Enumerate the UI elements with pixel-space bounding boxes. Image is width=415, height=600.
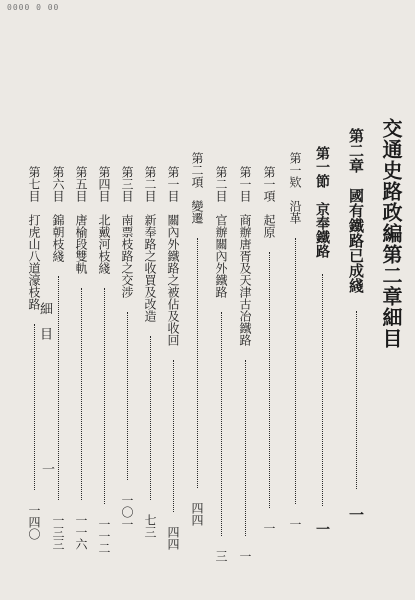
leader-dots [245, 360, 246, 536]
toc-entry-label: 第七目 打虎山八道濠枝路 [27, 166, 41, 310]
toc-entry-label: 第二目 新奉路之收買及改造 [143, 166, 157, 322]
toc-entry-page: 一 [288, 518, 302, 530]
toc-entry-section[interactable] [315, 146, 329, 536]
toc-entry-subitem[interactable] [98, 166, 110, 554]
leader-dots [58, 276, 59, 500]
toc-entry-label: 第一目 關內外鐵路之被佔及收回 [166, 166, 180, 346]
toc-entry-subitem[interactable] [75, 166, 87, 550]
leader-dots [173, 360, 174, 512]
toc-entry-item[interactable] [191, 152, 203, 526]
leader-dots [127, 312, 128, 480]
leader-dots [295, 238, 296, 504]
leader-dots [269, 252, 270, 508]
toc-entry-item[interactable] [263, 166, 275, 534]
toc-entry-label: 第一項 起原 [262, 166, 276, 238]
toc-entry-label: 第二項 變遷 [190, 152, 204, 224]
running-footer-label: 細目 [37, 302, 52, 352]
leader-dots [81, 288, 82, 500]
toc-entry-label: 第四目 北戴河枝綫 [97, 166, 111, 274]
toc-entry-label: 第一目 商辦唐胥及天津古冶鐵路 [238, 166, 252, 346]
toc-entry-subitem[interactable] [144, 166, 156, 538]
toc-entry-page: 一 [238, 550, 252, 562]
toc-entry-subitem[interactable] [52, 166, 64, 550]
toc-entry-label: 第三目 南票枝路之交涉 [120, 166, 134, 298]
leader-dots [356, 311, 357, 489]
toc-entry-page: 三 [214, 550, 228, 562]
toc-entry-subitem[interactable] [167, 166, 179, 550]
toc-entry-page: 七三 [143, 514, 157, 538]
leader-dots [34, 324, 35, 490]
leader-dots [322, 274, 323, 506]
toc-entry-page: 一一六 [74, 514, 88, 550]
toc-entry-page: 一 [347, 507, 365, 522]
toc-entry-chapter[interactable] [348, 128, 363, 522]
toc-entry-page: 一一二 [97, 518, 111, 554]
toc-entry-label: 第五目 唐榆段雙軌 [74, 166, 88, 274]
toc-entry-subitem[interactable] [121, 166, 133, 530]
toc-entry-label: 第二章 國有鐵路已成綫 [347, 128, 365, 293]
toc-entry-article[interactable] [289, 152, 301, 530]
toc-entry-page: 一 [314, 522, 330, 536]
toc-entry-subitem[interactable] [239, 166, 251, 562]
leader-dots [221, 312, 222, 536]
toc-entry-page: 一 [262, 522, 276, 534]
toc-entry-page: 一三三 [51, 514, 65, 550]
toc-entry-page: 一〇一 [120, 494, 134, 530]
page-title: 交通史路政編第二章細目 [379, 118, 403, 349]
leader-dots [104, 288, 105, 504]
running-footer-page: 一 [39, 462, 54, 475]
page-id-mark: 0000 0 00 [7, 3, 60, 12]
toc-entry-page: 一四〇 [27, 504, 41, 540]
toc-entry-subitem[interactable] [215, 166, 227, 562]
toc-entry-subitem[interactable] [28, 166, 40, 540]
toc-entry-label: 第六目 錦朝枝綫 [51, 166, 65, 262]
toc-entry-page: 四四 [166, 526, 180, 550]
leader-dots [150, 336, 151, 500]
toc-entry-label: 第一欵 沿革 [288, 152, 302, 224]
toc-entry-page: 四四 [190, 502, 204, 526]
leader-dots [197, 238, 198, 488]
toc-entry-label: 第二目 官辦關內外鐵路 [214, 166, 228, 298]
toc-entry-label: 第一節 京奉鐵路 [314, 146, 330, 258]
